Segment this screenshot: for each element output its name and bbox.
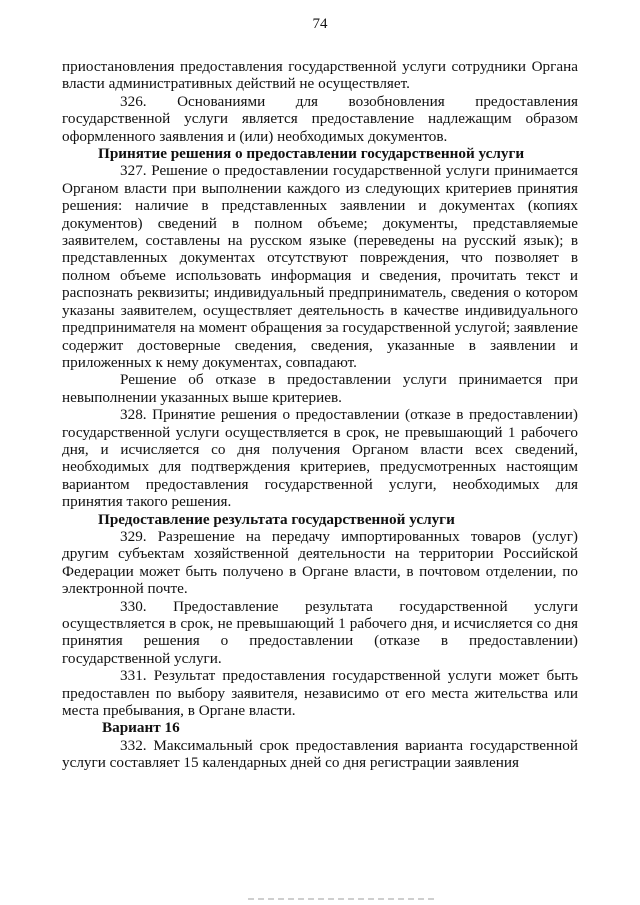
paragraph-330: 330. Предоставление результата государственной услуги осуществляется в срок, не превышающий 1 рабочего дня, и исчисляется со дня принятия решения о предоставлении (отказе в предоставлении) государственной услуги. bbox=[62, 597, 578, 667]
section-heading-variant-16: Вариант 16 bbox=[102, 719, 180, 737]
section-heading-decision: Принятие решения о предоставлении государственной услуги bbox=[98, 145, 525, 163]
paragraph-329: 329. Разрешение на передачу импортированных товаров (услуг) другим субъектам хозяйственной деятельности на территории Российской Федерации может быть получено в Органе власти, в почтовом отделении, по электронной почте. bbox=[62, 527, 578, 598]
paragraph-331: 331. Результат предоставления государственной услуги может быть предоставлен по выбору заявителя, независимо от его места жительства или места пребывания, в Органе власти. bbox=[62, 667, 578, 720]
paragraph-327: 327. Решение о предоставлении государственной услуги принимается Органом власти при выполнении каждого из следующих критериев принятия решения: наличие в представленных заявлении и документах (копиях документов) сведений в полном объеме; документы, представляемые заявителем, составлены на русском языке (переведены на русский язык); в представленных документах отсутствуют повреждения, что позволяет в полном объеме использовать информация и сведения, прочитать текст и распознать реквизиты; индивидуальный предприниматель, сведения о котором указаны заявителем, осуществляет деятельность в качестве индивидуального предпринимателя на момент обращения за государственной услугой; заявление содержит достоверные сведения, сведения, указанные в заявлении и приложенных к нему документах, совпадают. bbox=[62, 162, 578, 371]
page-number: 74 bbox=[312, 16, 328, 32]
paragraph-refusal: Решение об отказе в предоставлении услуги принимается при невыполнении указанных выше критериев. bbox=[62, 371, 578, 406]
paragraph-326: 326. Основаниями для возобновления предоставления государственной услуги является предоставление надлежащим образом оформленного заявления и (или) необходимых документов. bbox=[62, 92, 578, 145]
paragraph-continuation: приостановления предоставления государственной услуги сотрудники Органа власти административных действий не осуществляет. bbox=[62, 58, 578, 93]
section-heading-result: Предоставление результата государственной услуги bbox=[98, 510, 455, 528]
scan-edge-mark bbox=[248, 898, 438, 900]
paragraph-332: 332. Максимальный срок предоставления варианта государственной услуги составляет 15 календарных дней со дня регистрации заявления bbox=[62, 736, 578, 772]
paragraph-328: 328. Принятие решения о предоставлении (отказе в предоставлении) государственной услуги осуществляется в срок, не превышающий 1 рабочего дня, и исчисляется со дня получения Органом власти всех сведений, необходимых для подтверждения критериев, предусмотренных настоящим вариантом предоставления государственной услуги, необходимых для принятия такого решения. bbox=[62, 406, 578, 511]
document-body bbox=[62, 58, 578, 772]
